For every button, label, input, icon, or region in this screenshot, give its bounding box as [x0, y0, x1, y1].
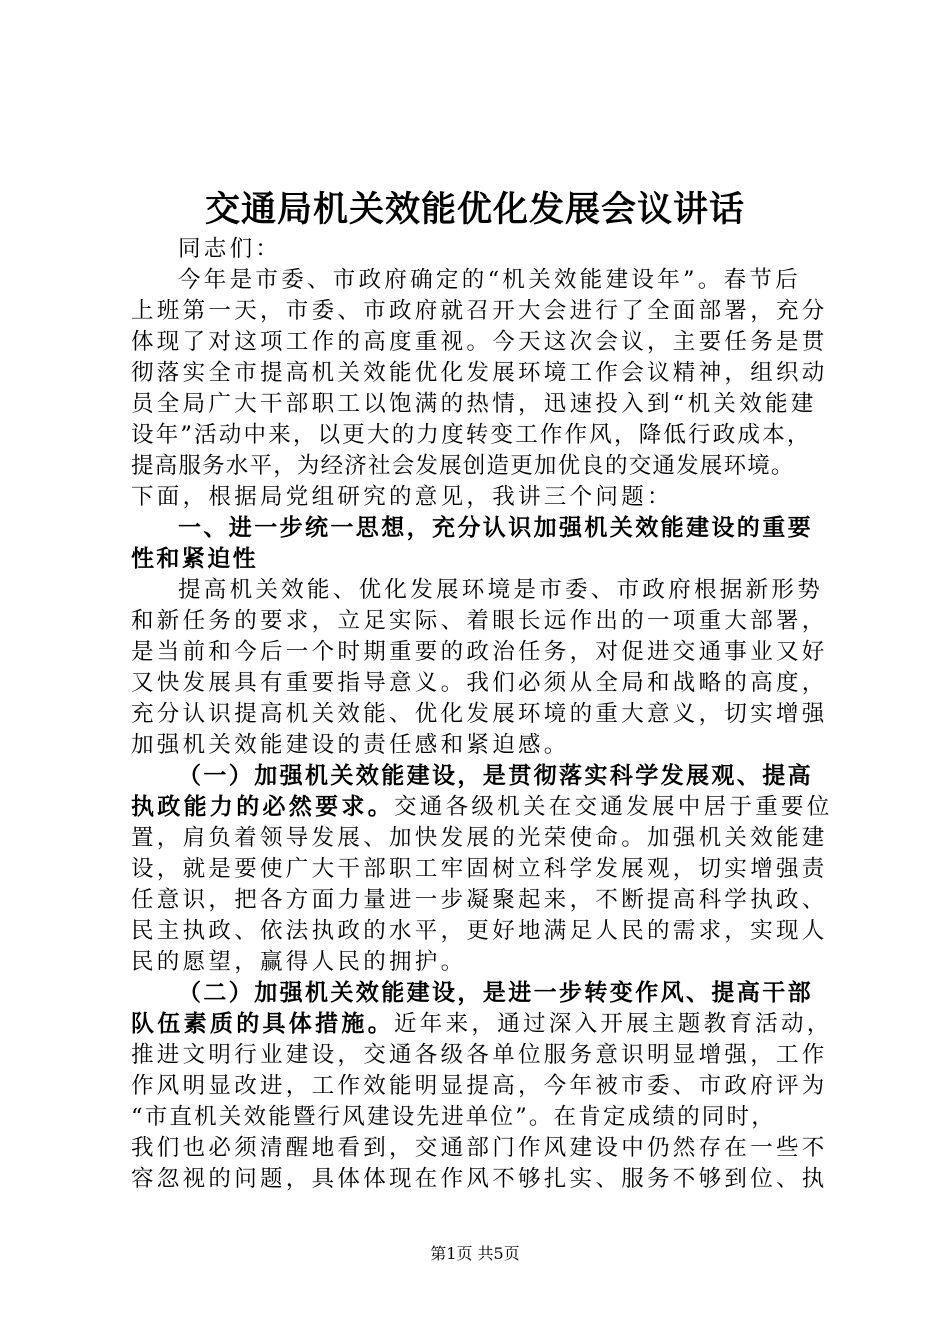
- paragraph-line: 彻落实全市提高机关效能优化发展环境工作会议精神，组织动: [131, 360, 828, 386]
- section-heading-line: 一、进一步统一思想，充分认识加强机关效能建设的重要: [178, 515, 813, 541]
- paragraph-line: 上班第一天，市委、市政府就召开大会进行了全面部署，充分: [131, 298, 828, 324]
- paragraph-line: 置，肩负着领导发展、加快发展的光荣使命。加强机关效能建: [131, 825, 828, 851]
- paragraph-line: 设，就是要使广大干部职工牢固树立科学发展观，切实增强责: [131, 856, 828, 882]
- page-footer: 第1页 共5页: [430, 1244, 520, 1263]
- subsection-heading-run: 执政能力的必然要求。: [131, 794, 394, 820]
- paragraph-line: [131, 1009, 841, 1040]
- paragraph-line: “市直机关效能暨行风建设先进单位”。在肯定成绩的同时，: [131, 1104, 776, 1130]
- paragraph-line: 设年”活动中来，以更大的力度转变工作作风，降低行政成本，: [131, 422, 812, 448]
- paragraph-line: 和新任务的要求，立足实际、着眼长远作出的一项重大部署，: [131, 608, 828, 634]
- paragraph-run: 近年来，通过深入开展主题教育活动，: [394, 1011, 833, 1037]
- paragraph-line: 下面，根据局党组研究的意见，我讲三个问题：: [131, 484, 673, 510]
- subsection-heading-line: （二）加强机关效能建设，是进一步转变作风、提高干部: [178, 980, 813, 1006]
- paragraph-line: 任意识，把各方面力量进一步凝聚起来，不断提高科学执政、: [131, 887, 828, 913]
- paragraph-line: 体现了对这项工作的高度重视。今天这次会议，主要任务是贯: [131, 329, 828, 355]
- document-body: [131, 234, 841, 1195]
- paragraph-line: 是当前和今后一个时期重要的政治任务，对促进交通事业又好: [131, 639, 828, 665]
- section-heading-line: 性和紧迫性: [131, 546, 258, 572]
- subsection-heading-line: （一）加强机关效能建设，是贯彻落实科学发展观、提高: [178, 763, 813, 789]
- paragraph-line: 民主执政、依法执政的水平，更好地满足人民的需求，实现人: [131, 918, 828, 944]
- paragraph-line: 推进文明行业建设，交通各级各单位服务意识明显增强，工作: [131, 1042, 828, 1068]
- paragraph-line: 提高服务水平，为经济社会发展创造更加优良的交通发展环境。: [131, 453, 795, 479]
- paragraph-line: 容忽视的问题，具体体现在作风不够扎实、服务不够到位、执: [131, 1166, 828, 1192]
- paragraph-line: 作风明显改进，工作效能明显提高，今年被市委、市政府评为: [131, 1073, 828, 1099]
- subsection-heading-run: 队伍素质的具体措施。: [131, 1011, 394, 1037]
- paragraph-run: 交通各级机关在交通发展中居于重要位: [394, 794, 833, 820]
- paragraph-line: 充分认识提高机关效能、优化发展环境的重大意义，切实增强: [131, 701, 828, 727]
- document-title: 交通局机关效能优化发展会议讲话: [204, 190, 745, 230]
- paragraph-line: 民的愿望，赢得人民的拥护。: [131, 949, 467, 975]
- paragraph-line: [131, 792, 841, 823]
- paragraph-line: 提高机关效能、优化发展环境是市委、市政府根据新形势: [178, 577, 824, 603]
- paragraph-line: 我们也必须清醒地看到，交通部门作风建设中仍然存在一些不: [131, 1135, 828, 1161]
- paragraph-line: 又快发展具有重要指导意义。我们必须从全局和战略的高度，: [131, 670, 828, 696]
- paragraph-line: 员全局广大干部职工以饱满的热情，迅速投入到“机关效能建: [131, 391, 817, 417]
- paragraph-line: 加强机关效能建设的责任感和紧迫感。: [131, 732, 570, 758]
- paragraph-line: 今年是市委、市政府确定的“机关效能建设年”。春节后: [178, 267, 802, 293]
- salutation-line: 同志们：: [178, 236, 282, 262]
